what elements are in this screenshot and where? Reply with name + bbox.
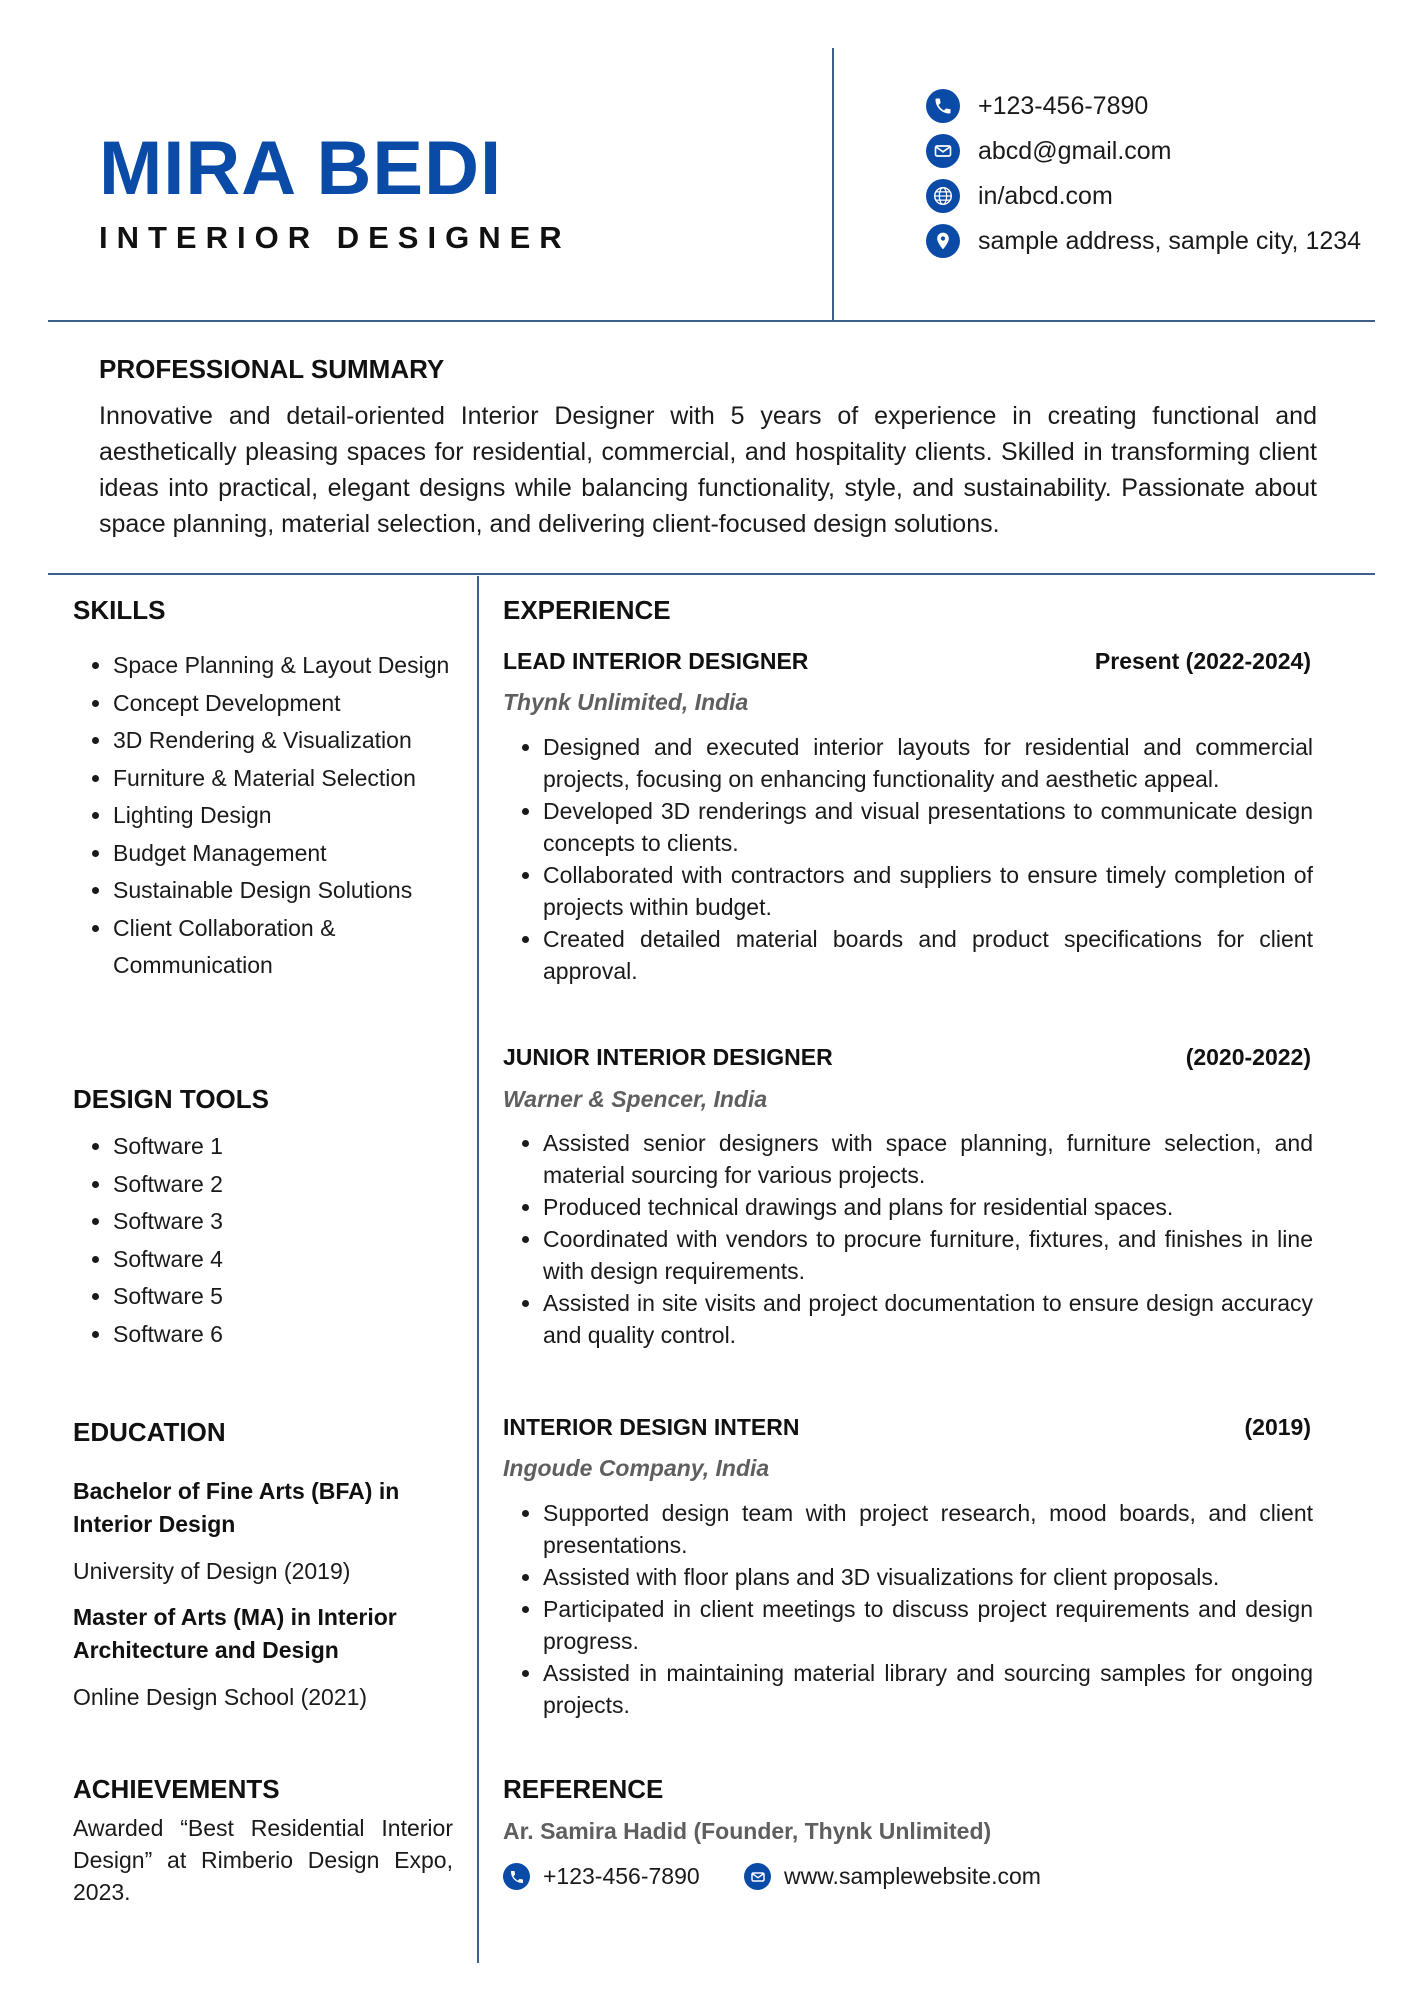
- resume-name: MIRA BEDI: [99, 126, 503, 211]
- education-degree: Bachelor of Fine Arts (BFA) in Interior Design: [73, 1478, 400, 1537]
- reference-phone: [503, 1860, 723, 1892]
- achievements-heading: ACHIEVEMENTS: [73, 1774, 280, 1804]
- reference-website: [744, 1860, 1074, 1892]
- reference-heading: REFERENCE: [503, 1774, 664, 1804]
- experience-heading: EXPERIENCE: [503, 595, 671, 625]
- tool-item: • Software 2: [113, 1166, 453, 1204]
- resume-role: INTERIOR DESIGNER: [99, 220, 571, 255]
- divider-summary: [48, 573, 1375, 575]
- reference-phone-text: +123-456-7890: [543, 1863, 700, 1889]
- job-bullet: • Developed 3D renderings and visual presentations to communicate design concepts to clients.: [543, 795, 1313, 859]
- job-company: Ingoude Company, India: [503, 1455, 770, 1481]
- tool-item: • Software 4: [113, 1241, 453, 1279]
- job-bullet: • Assisted senior designers with space planning, furniture selection, and material sourcing for various projects.: [543, 1127, 1313, 1191]
- phone-icon: [926, 89, 960, 123]
- header-divider: [832, 48, 834, 322]
- job-bullet: • Designed and executed interior layouts for residential and commercial projects, focusing on enhancing functionality and aesthetic appeal.: [543, 731, 1313, 795]
- skills-heading: SKILLS: [73, 595, 166, 625]
- tools-list: [73, 1128, 453, 1353]
- job-bullets: [503, 1127, 1313, 1351]
- reference-name: Ar. Samira Hadid (Founder, Thynk Unlimited): [503, 1818, 992, 1844]
- divider-header: [48, 320, 1375, 322]
- education-degree: Master of Arts (MA) in Interior Architecture and Design: [73, 1604, 397, 1663]
- reference-website-text[interactable]: www.samplewebsite.com: [784, 1863, 1041, 1889]
- skills-list: [73, 647, 453, 985]
- skill-item: • Concept Development: [113, 685, 453, 723]
- job-bullet: • Created detailed material boards and product specifications for client approval.: [543, 923, 1313, 987]
- skill-item: • Furniture & Material Selection: [113, 760, 453, 798]
- tool-item: • Software 3: [113, 1203, 453, 1241]
- email-icon: [744, 1863, 771, 1890]
- skill-item: • 3D Rendering & Visualization: [113, 722, 453, 760]
- job-company: Thynk Unlimited, India: [503, 689, 749, 715]
- job-bullet: • Assisted in maintaining material library and sourcing samples for ongoing projects.: [543, 1657, 1313, 1721]
- tools-heading: DESIGN TOOLS: [73, 1084, 269, 1114]
- job-bullet: • Produced technical drawings and plans for residential spaces.: [543, 1191, 1313, 1223]
- job-bullets: [503, 1497, 1313, 1721]
- job-date: (2019): [1244, 1414, 1311, 1440]
- job-bullet: • Supported design team with project research, mood boards, and client presentations.: [543, 1497, 1313, 1561]
- phone-icon: [503, 1863, 530, 1890]
- column-divider: [477, 576, 479, 1963]
- location-pin-icon: [926, 224, 960, 258]
- contact-address-text: sample address, sample city, 1234: [978, 227, 1362, 255]
- skill-item: • Client Collaboration & Communication: [113, 910, 453, 985]
- job-title: INTERIOR DESIGN INTERN: [503, 1414, 800, 1440]
- summary-heading: PROFESSIONAL SUMMARY: [99, 354, 445, 384]
- summary-text: Innovative and detail-oriented Interior Designer with 5 years of experience in creating functional and aesthetically pleasing spaces for residential, commercial, and hospitality clients. Skilled in transforming client ideas into practical, elegant designs while balancing functionality, style, and sustainability. Passionate about space planning, material selection, and delivering client-focused design solutions.: [99, 402, 1317, 538]
- job-bullets: [503, 731, 1313, 987]
- globe-icon: [926, 179, 960, 213]
- skill-item: • Budget Management: [113, 835, 453, 873]
- job-title: LEAD INTERIOR DESIGNER: [503, 648, 809, 674]
- tool-item: • Software 5: [113, 1278, 453, 1316]
- contact-phone-text: +123-456-7890: [978, 92, 1149, 120]
- achievements-text: Awarded “Best Residential Interior Design” at Rimberio Design Expo, 2023.: [73, 1815, 453, 1905]
- job-company: Warner & Spencer, India: [503, 1086, 768, 1112]
- email-icon: [926, 134, 960, 168]
- contact-email-text[interactable]: abcd@gmail.com: [978, 137, 1172, 165]
- education-school: Online Design School (2021): [73, 1684, 368, 1710]
- job-bullet: • Assisted with floor plans and 3D visualizations for client proposals.: [543, 1561, 1313, 1593]
- tool-item: • Software 6: [113, 1316, 453, 1354]
- skill-item: • Space Planning & Layout Design: [113, 647, 453, 685]
- job-date: (2020-2022): [1185, 1044, 1311, 1070]
- job-bullet: • Assisted in site visits and project documentation to ensure design accuracy and quality control.: [543, 1287, 1313, 1351]
- job-bullet: • Collaborated with contractors and suppliers to ensure timely completion of projects within budget.: [543, 859, 1313, 923]
- job-bullet: • Participated in client meetings to discuss project requirements and design progress.: [543, 1593, 1313, 1657]
- job-bullet: • Coordinated with vendors to procure furniture, fixtures, and finishes in line with design requirements.: [543, 1223, 1313, 1287]
- contact-website-text[interactable]: in/abcd.com: [978, 182, 1113, 210]
- skill-item: • Sustainable Design Solutions: [113, 872, 453, 910]
- job-date: Present (2022-2024): [1094, 648, 1311, 674]
- skill-item: • Lighting Design: [113, 797, 453, 835]
- tool-item: • Software 1: [113, 1128, 453, 1166]
- education-school: University of Design (2019): [73, 1558, 351, 1584]
- education-heading: EDUCATION: [73, 1417, 226, 1447]
- job-title: JUNIOR INTERIOR DESIGNER: [503, 1044, 833, 1070]
